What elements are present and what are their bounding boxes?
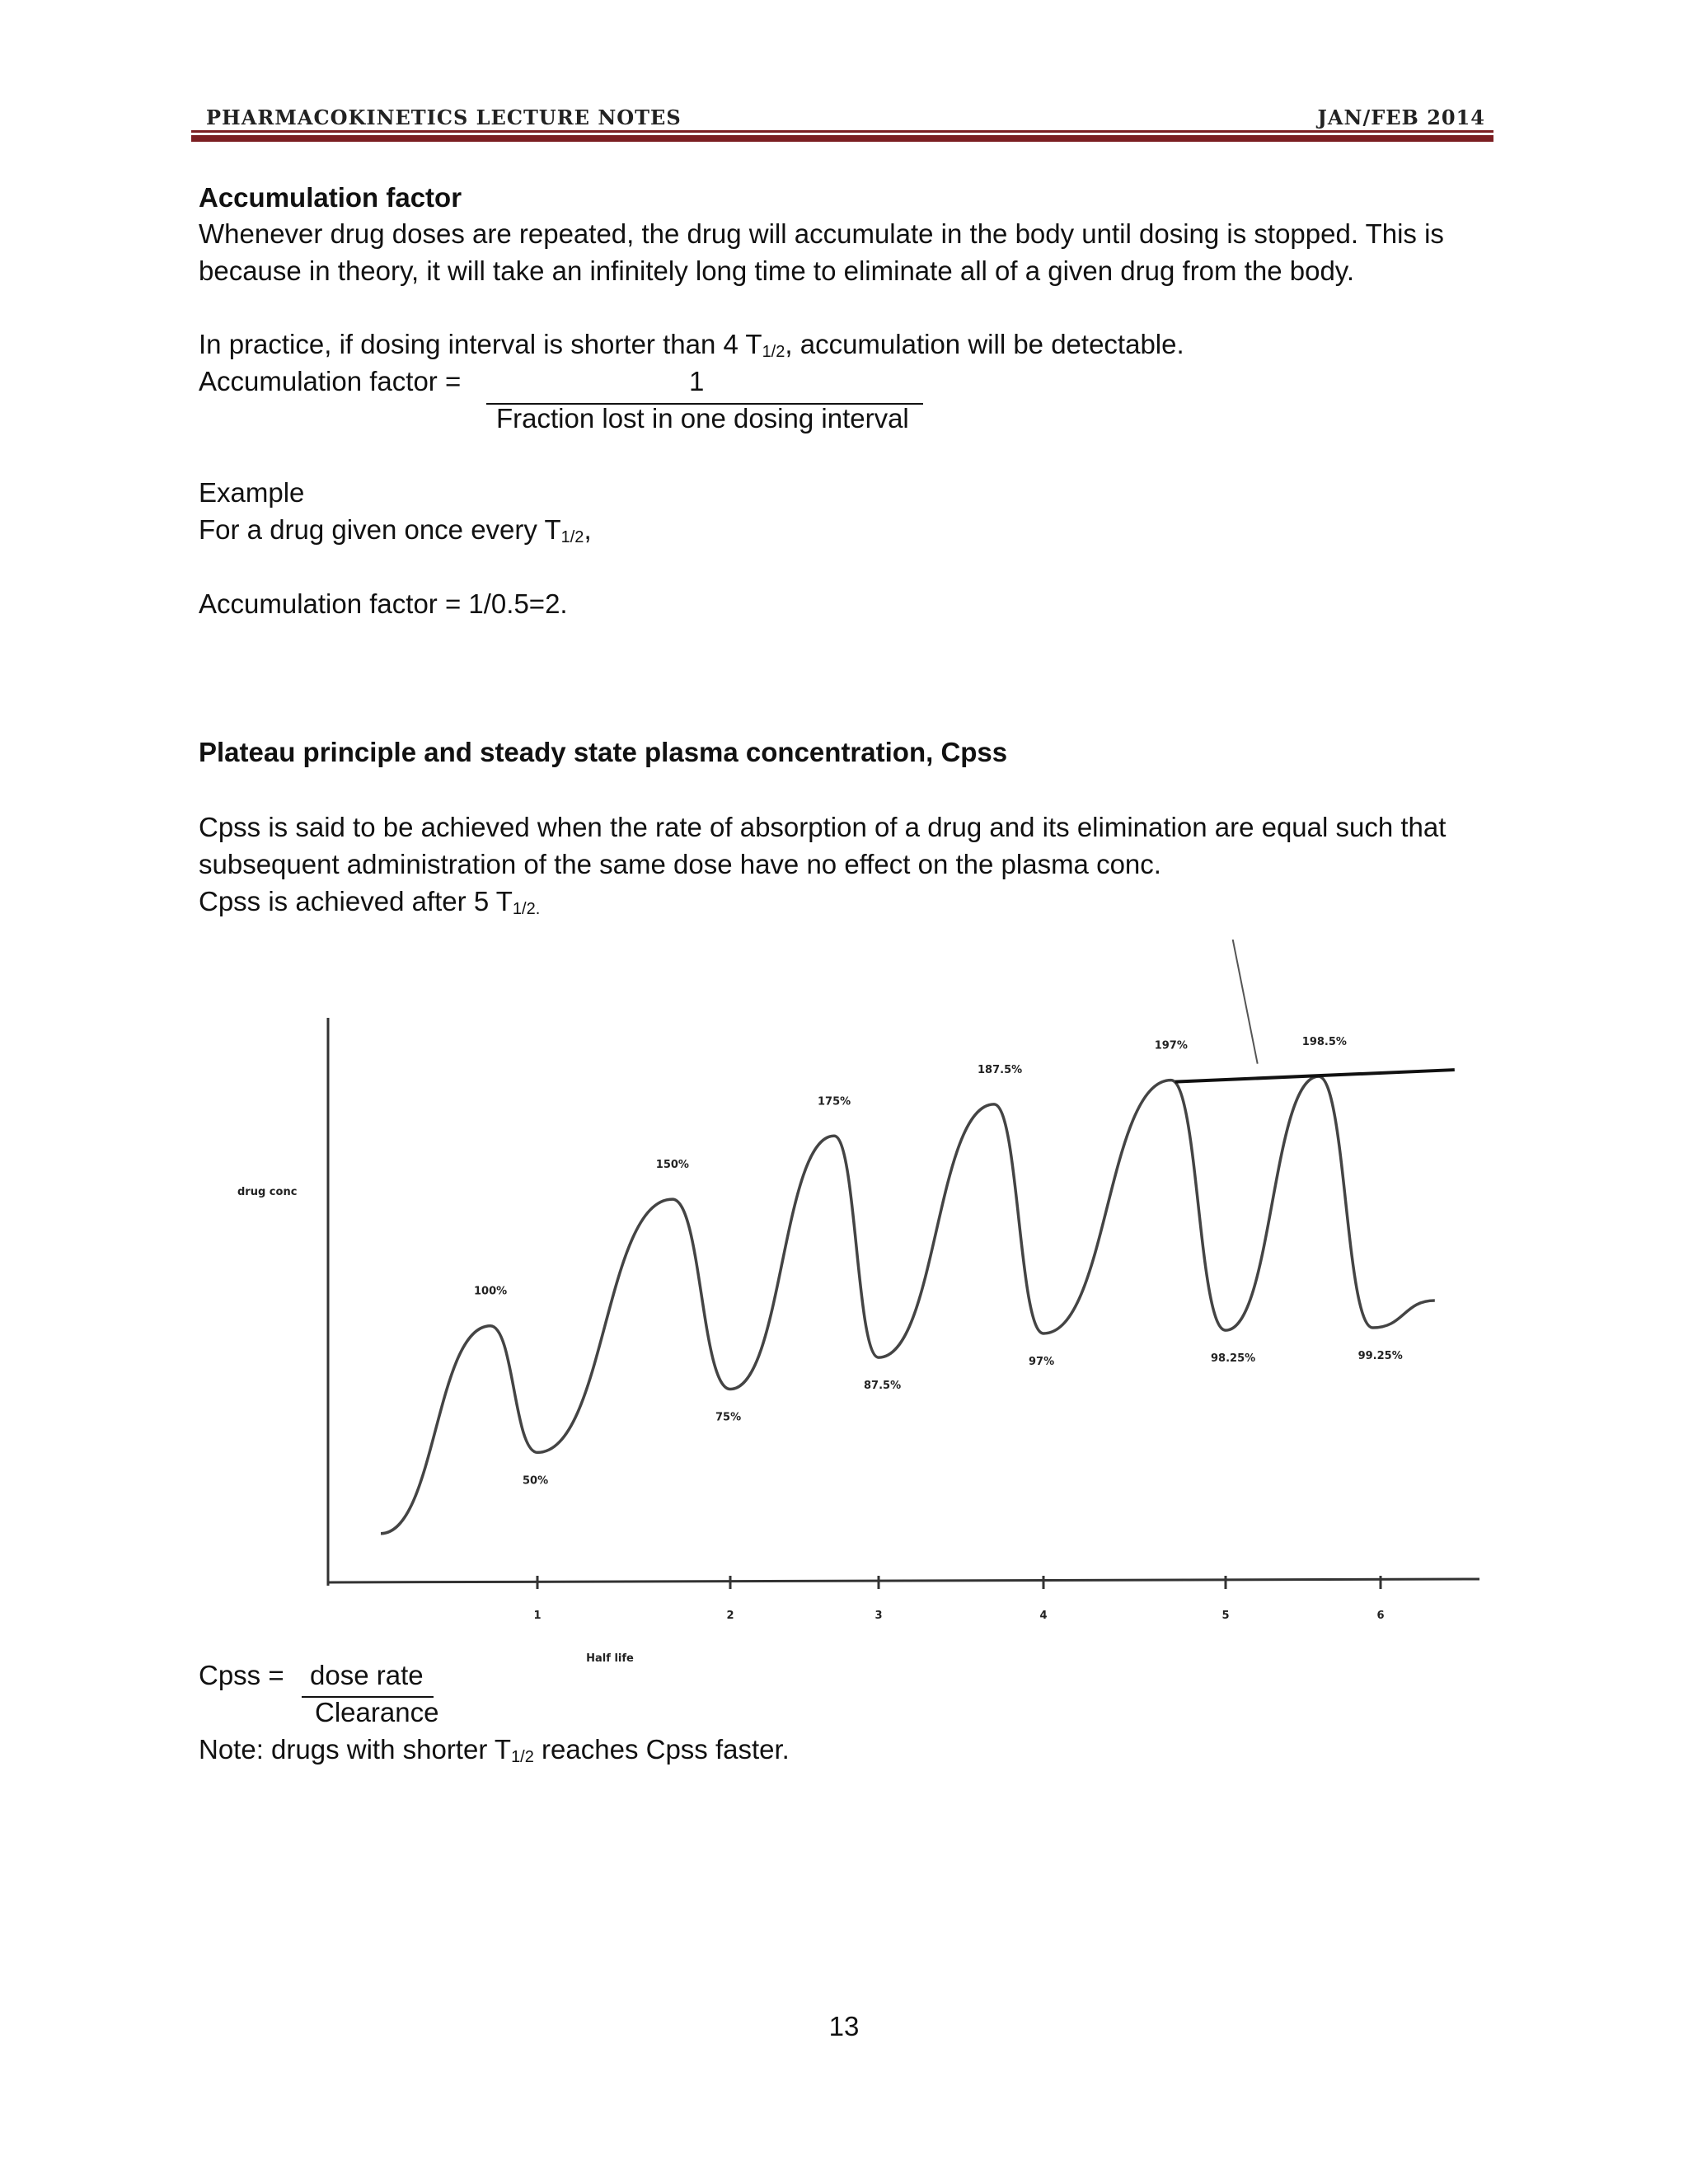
accumulation-formula-denominator: Fraction lost in one dosing interval — [496, 403, 909, 434]
trough-label: 75% — [715, 1411, 742, 1424]
cpss-note: Note: drugs with shorter $T_{1/2}$ reaches Cpss faster. — [199, 1734, 790, 1766]
peak-label: 187.5% — [978, 1063, 1023, 1076]
peak-label: 198.5% — [1301, 1036, 1347, 1049]
trough-label: 98.25% — [1211, 1352, 1256, 1366]
cpss-formula-label: Cpss = — [199, 1660, 284, 1690]
x-tick-label: 1 — [533, 1610, 542, 1622]
concentration-curve — [381, 1076, 1435, 1534]
page-header — [198, 99, 1493, 132]
example-text: For a drug given once every $T_{1/2}$, — [199, 514, 592, 546]
header-rule-thick — [191, 135, 1493, 142]
accumulation-practice-text: In practice, if dosing interval is shorter than 4 $T_{1/2}$, accumulation will be detectable. — [199, 329, 1184, 361]
peak-label: 197% — [1154, 1039, 1188, 1052]
cpss-formula-numerator: dose rate — [310, 1660, 424, 1690]
peak-label: 175% — [818, 1095, 851, 1108]
page-number: 13 — [828, 2011, 860, 2041]
plateau-paragraph-line1: Cpss is said to be achieved when the rate of absorption of a drug and its elimination are equal such that — [199, 812, 1447, 842]
trough-label: 97% — [1029, 1355, 1055, 1368]
plateau-line — [1175, 1070, 1455, 1082]
x-tick-label: 3 — [874, 1610, 883, 1622]
trough-label: 87.5% — [864, 1380, 902, 1393]
x-axis — [328, 1579, 1479, 1582]
accumulation-heading: Accumulation factor — [199, 182, 462, 213]
x-tick-label: 2 — [726, 1610, 734, 1622]
header-title: PHARMACOKINETICS LECTURE NOTES — [206, 105, 682, 129]
plateau-chart — [0, 940, 1688, 1665]
header-rule-thin — [191, 130, 1493, 133]
plateau-heading: Plateau principle and steady state plasma concentration, Cpss — [199, 737, 1008, 767]
plateau-pointer — [1233, 940, 1258, 1064]
trough-label: 99.25% — [1357, 1350, 1403, 1363]
x-tick-label: 4 — [1039, 1610, 1048, 1622]
header-date: JAN/FEB 2014 — [1317, 105, 1485, 129]
x-tick-label: 6 — [1376, 1610, 1385, 1622]
accumulation-formula-label: Accumulation factor = — [199, 366, 462, 396]
trough-label: 50% — [523, 1474, 549, 1488]
cpss-formula-denominator: Clearance — [315, 1697, 439, 1727]
x-axis-label: Half life — [586, 1652, 634, 1665]
x-tick-label: 5 — [1221, 1610, 1230, 1622]
example-label: Example — [199, 477, 305, 508]
chart-axes — [328, 1018, 1479, 1589]
example-result: Accumulation factor = 1/0.5=2. — [199, 588, 568, 619]
plateau-paragraph-line2: subsequent administration of the same dose have no effect on the plasma conc. — [199, 849, 1161, 879]
plateau-cpss-achieved: Cpss is achieved after 5 $T_{1/2.}$ — [199, 886, 541, 918]
accumulation-paragraph-line1: Whenever drug doses are repeated, the drug will accumulate in the body until dosing is stopped. This is — [199, 218, 1444, 249]
accumulation-paragraph-line2: because in theory, it will take an infinitely long time to eliminate all of a given drug from the body. — [199, 255, 1355, 286]
accumulation-formula-numerator: 1 — [689, 366, 705, 396]
chart-labels — [237, 1036, 1403, 1665]
peak-label: 100% — [474, 1285, 508, 1298]
y-axis-label: drug conc — [237, 1186, 298, 1198]
peak-label: 150% — [655, 1159, 689, 1172]
